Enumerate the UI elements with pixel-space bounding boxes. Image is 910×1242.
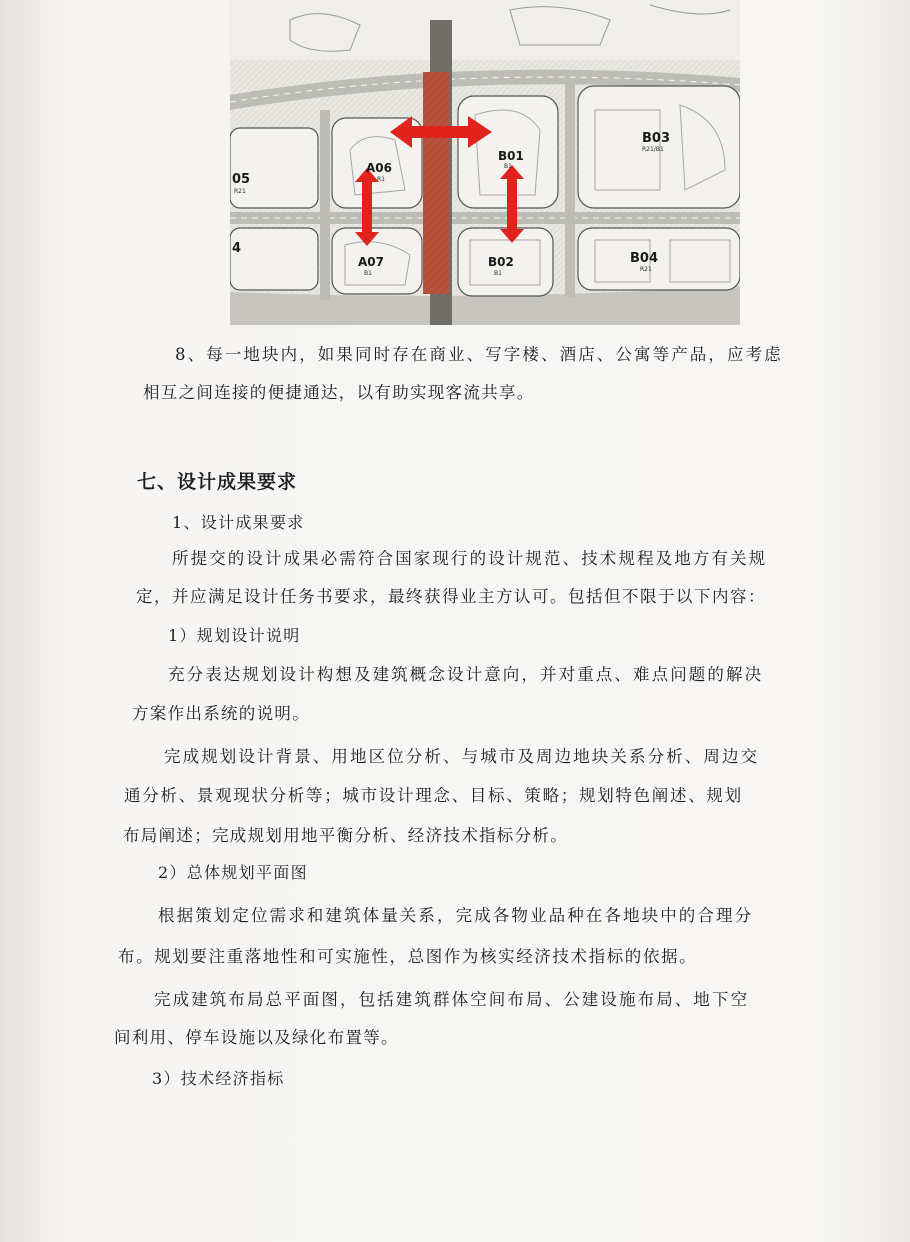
parcel-sub-A07: B1 [364,270,372,277]
parcel-label-A04: 4 [232,241,242,256]
item1-title: 1）规划设计说明 [168,626,301,645]
west-road [320,110,330,300]
parcel-label-A07: A07 [358,255,384,269]
item1-p1-line1: 充分表达规划设计构想及建筑概念设计意向，并对重点、难点问题的解决 [168,665,764,684]
item1-p2-line2: 通分析、景观现状分析等；城市设计理念、目标、策略；规划特色阐述、规划 [124,786,743,805]
item2-p1-line1: 根据策划定位需求和建筑体量关系，完成各物业品种在各地块中的合理分 [158,906,754,925]
east-road [565,82,575,297]
parcel-label-B03: B03 [642,131,670,146]
parcel-sub-A06: R1 [377,176,385,183]
item2-p1-line2: 布。规划要注重落地性和可实施性，总图作为核实经济技术指标的依据。 [118,947,698,966]
parcel-sub-B03: R21/B1 [642,146,664,153]
parcel-label-B01: B01 [498,149,524,163]
parcel-label-B02: B02 [488,255,514,269]
item2-p2-line1: 完成建筑布局总平面图，包括建筑群体空间布局、公建设施布局、地下空 [154,990,750,1009]
parcel-sub-B02: B1 [494,270,502,277]
parcel-label-A06: A06 [366,161,392,175]
site-plan-svg [230,0,740,325]
parcel-A04 [230,228,318,290]
parcel-sub-A05: R21 [234,188,246,195]
item1-p2-line3: 布局阐述；完成规划用地平衡分析、经济技术指标分析。 [123,826,568,845]
item2-title: 2）总体规划平面图 [158,863,308,882]
parcel-sub-B04: R21 [640,266,652,273]
item1-p2-line1: 完成规划设计背景、用地区位分析、与城市及周边地块关系分析、周边交 [164,747,760,766]
parcel-label-B04: B04 [630,251,658,266]
site-plan-figure [230,0,740,325]
item1-p1-line2: 方案作出系统的说明。 [132,704,310,723]
parcel-A05 [230,128,318,208]
parcel-sub-B01: B1 [504,163,512,170]
item8-line2: 相互之间连接的便捷通达，以有助实现客流共享。 [143,383,535,402]
parcel-label-A05: 05 [232,172,251,187]
section7-p1-line1: 所提交的设计成果必需符合国家现行的设计规范、技术规程及地方有关规 [172,549,768,568]
section7-sub1: 1、设计成果要求 [172,513,305,532]
section7-p1-line2: 定，并应满足设计任务书要求，最终获得业主方认可。包括但不限于以下内容： [136,587,766,606]
item8-line1: 8、每一地块内，如果同时存在商业、写字楼、酒店、公寓等产品，应考虑 [175,345,783,364]
parcel-B04 [578,228,740,290]
item3-title: 3）技术经济指标 [152,1069,285,1088]
item2-p2-line2: 间利用、停车设施以及绿化布置等。 [114,1028,399,1047]
section7-heading: 七、设计成果要求 [137,471,298,493]
